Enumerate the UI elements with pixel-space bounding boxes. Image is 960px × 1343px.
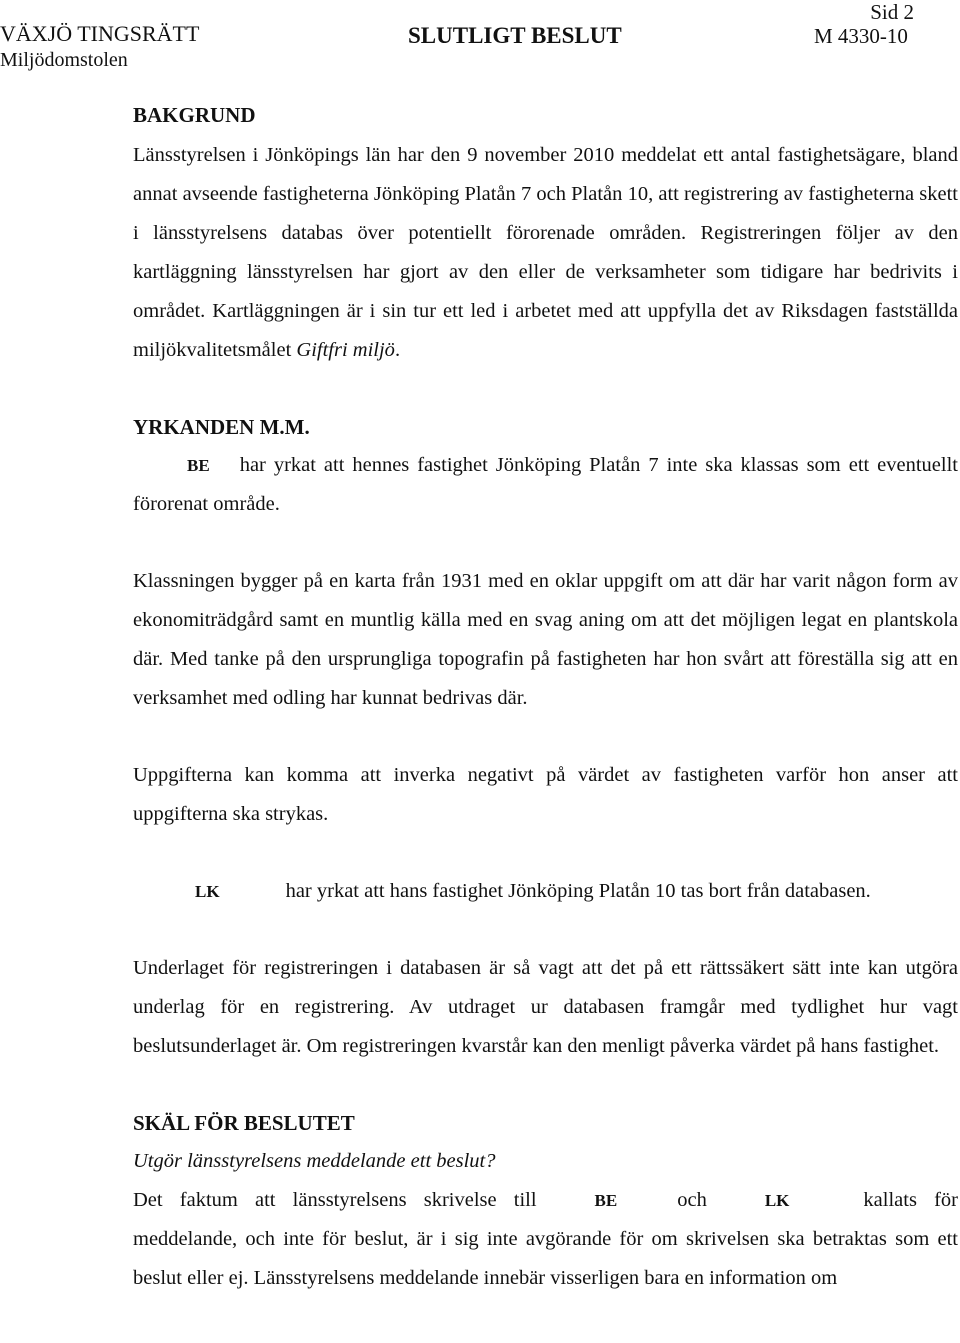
page-number: Sid 2 (870, 0, 914, 24)
paragraph-be-basis: Klassningen bygger på en karta från 1931 med en oklar uppgift om att där har varit någon form av ekonomiträdgård samt en muntlig källa med en svag aning om att det möjligen legat en plantskola där. Med tanke på den ursprungliga topografin på fastigheten har hon svårt att föreställa sig att en verksamhet med odling har kunnat bedrivas där. (133, 570, 958, 709)
paragraph-be-claim (133, 446, 958, 524)
document-body (133, 96, 958, 1298)
paragraph-skal (133, 1181, 958, 1298)
party-be-name: BE (187, 456, 210, 475)
section-heading-yrkanden: YRKANDEN M.M. (133, 415, 310, 439)
lk-claim-text: har yrkat att hans fastighet Jönköping Platån 10 tas bort från databasen. (285, 880, 871, 902)
section-heading-skal: SKÄL FÖR BESLUTET (133, 1111, 355, 1135)
skal-party-be-name: BE (594, 1191, 618, 1210)
bakgrund-italic-goal: Giftfri miljö (296, 339, 395, 361)
section-heading-bakgrund: BAKGRUND (133, 103, 256, 127)
skal-text-start: Det faktum att länsstyrelsens skrivelse till (133, 1189, 537, 1211)
be-claim-text: har yrkat att hennes fastighet Jönköping Platån 7 inte ska klassas som ett eventuellt förorenat område. (133, 454, 958, 515)
skal-party-lk-name: LK (764, 1191, 790, 1210)
bakgrund-text: Länsstyrelsen i Jönköpings län har den 9 november 2010 meddelat ett antal fastighetsägare, bland annat avseende fastigheterna Jönköping Platån 7 och Platån 10, att registrering av fastigheterna skett i länsstyrelsens databas över potentiellt förorenade områden. Registreringen följer av den kartläggning länsstyrelsen har gjort av den eller de verksamheter som tidigare har bedrivits i området. Kartläggningen är i sin tur ett led i arbetet med att uppfylla det av Riksdagen fastställda miljökvalitetsmålet (133, 144, 958, 361)
paragraph-bakgrund (133, 136, 958, 370)
paragraph-lk-claim (133, 872, 958, 911)
case-number: M 4330-10 (814, 24, 908, 48)
subheading-skal: Utgör länsstyrelsens meddelande ett beslut? (133, 1150, 496, 1172)
bakgrund-text-end: . (394, 339, 401, 361)
skal-text-rest: kallats för meddelande, och inte för beslut, är i sig inte avgörande för om skrivelsen ska betraktas som ett beslut eller ej. Länsstyrelsens meddelande innebär visserligen bara en information om (133, 1189, 958, 1289)
party-lk-name: LK (195, 882, 220, 901)
document-title: SLUTLIGT BESLUT (408, 23, 622, 48)
court-name: VÄXJÖ TINGSRÄTT (0, 21, 200, 46)
department-name: Miljödomstolen (0, 49, 128, 71)
paragraph-lk-basis: Underlaget för registreringen i databasen är så vagt att det på ett rättssäkert sätt inte kan utgöra underlag för en registrering. Av utdraget ur databasen framgår med tydlighet hur vagt beslutsunderlaget är. Om registreringen kvarstår kan den menligt påverka värdet på hans fastighet. (133, 957, 958, 1057)
paragraph-be-value: Uppgifterna kan komma att inverka negativt på värdet av fastigheten varför hon anser att uppgifterna ska strykas. (133, 764, 958, 825)
skal-och: och (677, 1189, 707, 1211)
